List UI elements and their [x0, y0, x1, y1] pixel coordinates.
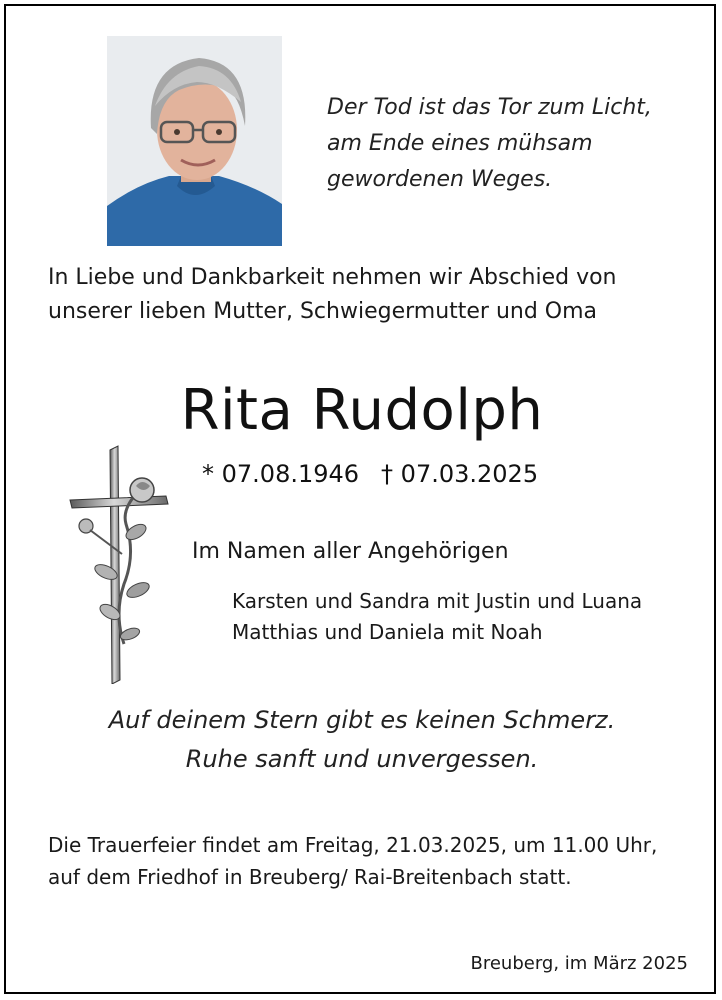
- farewell-intro: [48, 261, 688, 329]
- closing-quote-line: Auf deinem Stern gibt es keinen Schmerz.: [108, 706, 616, 734]
- mourners-list: [232, 586, 642, 648]
- place-and-date: Breuberg, im März 2025: [470, 953, 688, 974]
- opening-quote-line: Der Tod ist das Tor zum Licht,: [327, 95, 652, 120]
- funeral-details: [48, 829, 698, 893]
- cross-with-rose-icon: [66, 444, 176, 684]
- opening-quote-line: am Ende eines mühsam: [327, 131, 593, 156]
- birth-date: * 07.08.1946: [202, 460, 360, 488]
- opening-quote: [327, 90, 687, 198]
- farewell-intro-line: unserer lieben Mutter, Schwiegermutter und Oma: [48, 299, 598, 324]
- death-date: † 07.03.2025: [381, 460, 539, 488]
- farewell-intro-line: In Liebe und Dankbarkeit nehmen wir Abschied von: [48, 265, 617, 290]
- funeral-details-line: Die Trauerfeier findet am Freitag, 21.03.2025, um 11.00 Uhr,: [48, 833, 658, 857]
- closing-quote: [6, 701, 718, 779]
- portrait-photo: [107, 36, 282, 246]
- funeral-details-line: auf dem Friedhof in Breuberg/ Rai-Breitenbach statt.: [48, 865, 572, 889]
- obituary-notice: [4, 4, 716, 994]
- deceased-name: Rita Rudolph: [180, 378, 544, 443]
- on-behalf-line: Im Namen aller Angehörigen: [192, 539, 509, 564]
- mourners-list-item: Matthias und Daniela mit Noah: [232, 620, 543, 644]
- mourners-list-item: Karsten und Sandra mit Justin und Luana: [232, 589, 643, 613]
- life-dates: [202, 457, 538, 491]
- opening-quote-line: gewordenen Weges.: [327, 167, 553, 192]
- closing-quote-line: Ruhe sanft und unvergessen.: [185, 745, 539, 773]
